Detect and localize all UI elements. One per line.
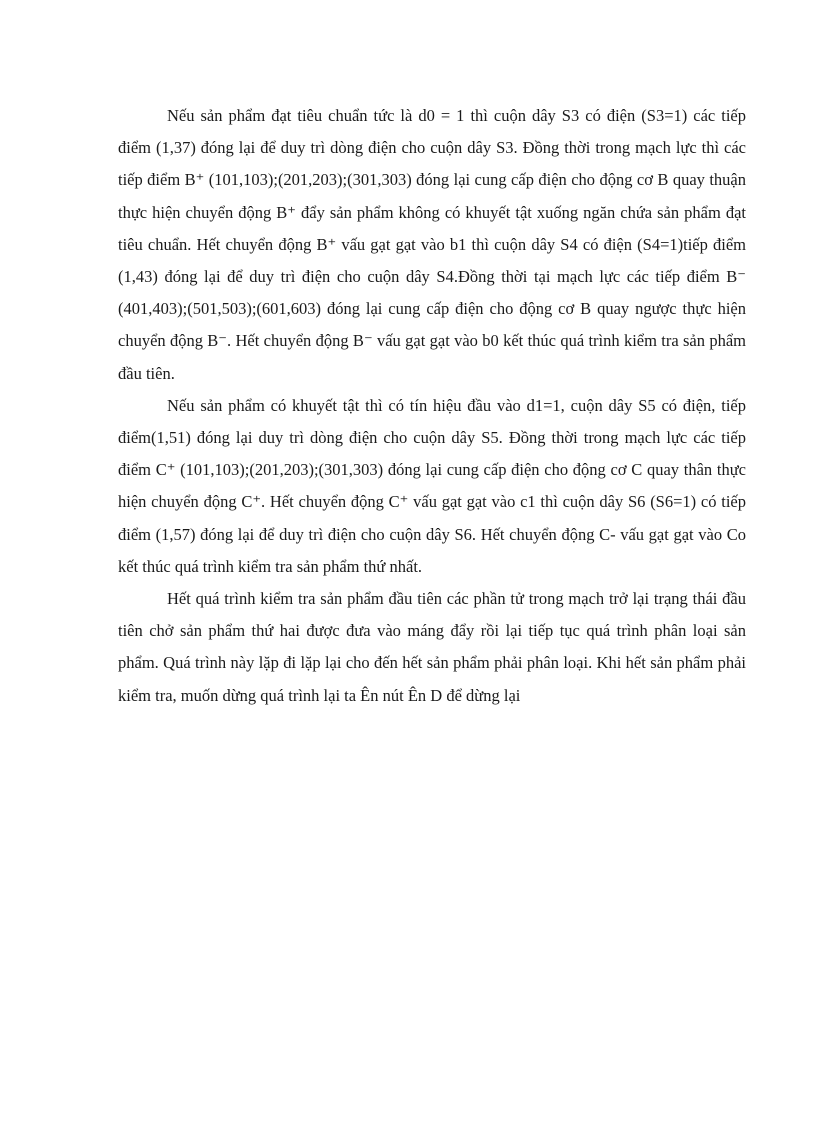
paragraph-1: Nếu sản phẩm đạt tiêu chuẩn tức là d0 = 1 thì cuộn dây S3 có điện (S3=1) các tiếp điểm (1,37) đóng lại để duy trì dòng điện cho cuộn dây S3. Đồng thời trong mạch lực thì các tiếp điểm B⁺ (101,103);(201,203);(301,303) đóng lại cung cấp điện cho động cơ B quay thuận thực hiện chuyển động B⁺ đẩy sản phẩm không có khuyết tật xuống ngăn chứa sản phẩm đạt tiêu chuẩn. Hết chuyển động B⁺ vấu gạt gạt vào b1 thì cuộn dây S4 có điện (S4=1)tiếp điểm (1,43) đóng lại để duy trì điện cho cuộn dây S4.Đồng thời tại mạch lực các tiếp điểm B⁻ (401,403);(501,503);(601,603) đóng lại cung cấp điện cho động cơ B quay ngược thực hiện chuyển động B⁻. Hết chuyển động B⁻ vấu gạt gạt vào b0 kết thúc quá trình kiểm tra sản phẩm đầu tiên. <box>118 106 746 383</box>
paragraph-3: Hết quá trình kiểm tra sản phẩm đầu tiên các phần tử trong mạch trở lại trạng thái đầu tiên chở sản phẩm thứ hai được đưa vào máng đẩy rồi lại tiếp tục quá trình phân loại sản phẩm. Quá trình này lặp đi lặp lại cho đến hết sản phẩm phải phân loại. Khi hết sản phẩm phải kiểm tra, muốn dừng quá trình lại ta Ên nút Ên D để dừng lại <box>118 589 746 705</box>
body-text <box>118 100 746 712</box>
paragraph-2: Nếu sản phẩm có khuyết tật thì có tín hiệu đầu vào d1=1, cuộn dây S5 có điện, tiếp điểm(1,51) đóng lại duy trì dòng điện cho cuộn dây S5. Đồng thời trong mạch lực các tiếp điểm C⁺ (101,103);(201,203);(301,303) đóng lại cung cấp điện cho động cơ C quay thân thực hiện chuyển động C⁺. Hết chuyển động C⁺ vấu gạt gạt vào c1 thì cuộn dây S6 (S6=1) có tiếp điểm (1,57) đóng lại để duy trì điện cho cuộn dây S6. Hết chuyển động C- vấu gạt gạt vào Co kết thúc quá trình kiểm tra sản phẩm thứ nhất. <box>118 395 746 576</box>
